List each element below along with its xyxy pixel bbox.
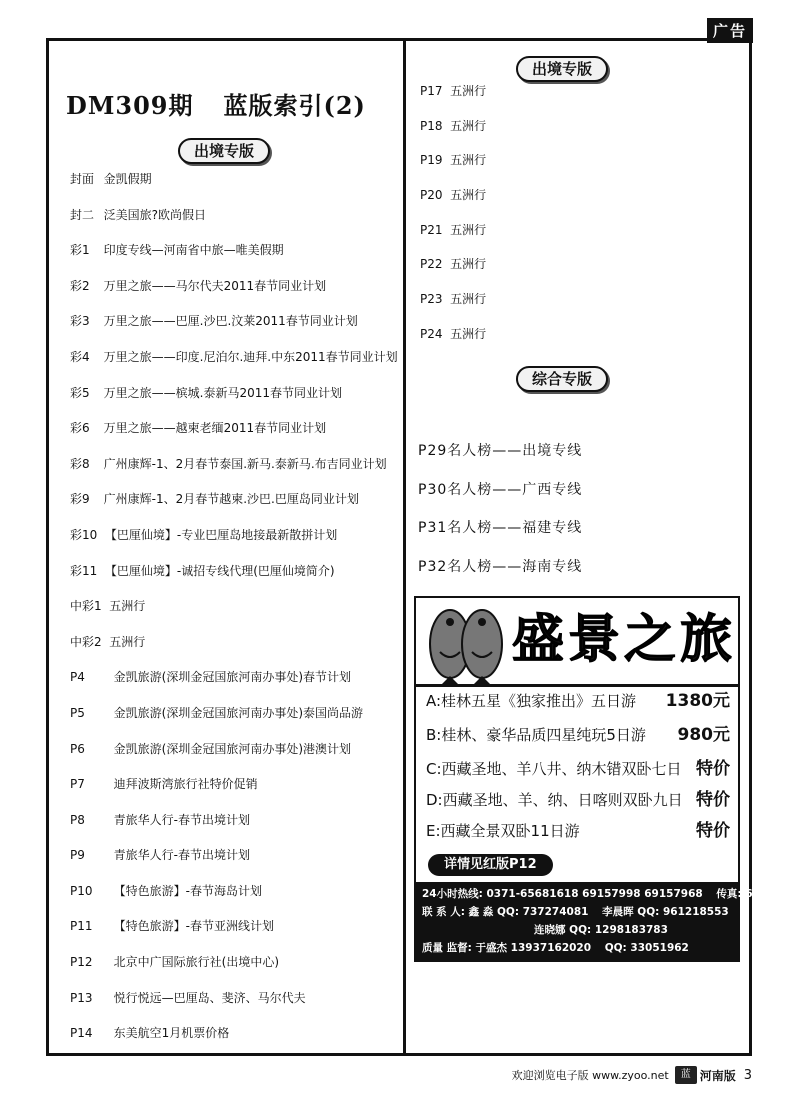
entry-code: 彩4 — [70, 349, 90, 364]
entry-code: P10 — [70, 883, 93, 898]
index-entry — [70, 633, 400, 669]
entry-code: 中彩1 — [70, 599, 102, 614]
index-entry — [70, 384, 400, 420]
entry-text: 【特色旅游】-春节海岛计划 — [113, 883, 262, 898]
entry-text: 悦行悦远—巴厘岛、斐济、马尔代夫 — [113, 990, 306, 1005]
index-entry — [70, 917, 400, 953]
index-entry — [70, 490, 400, 526]
index-entry — [70, 277, 400, 313]
contact-person-3: 连晓娜 QQ: 1298183783 — [534, 924, 668, 936]
contact-person-1: 联 系 人: 鑫 淼 QQ: 737274081 李晨晖 QQ: 961218553 — [422, 906, 729, 918]
index-entry — [70, 953, 400, 989]
entry-code: P20 — [420, 188, 443, 203]
footer-welcome: 欢迎浏览电子版 www.zyoo.net — [511, 1069, 669, 1082]
index-entry — [70, 455, 400, 491]
index-entry: P32名人榜——海南专线 — [418, 558, 583, 575]
index-entry — [420, 186, 720, 221]
entry-code: P5 — [70, 705, 85, 720]
entry-text: 五洲行 — [109, 599, 146, 614]
entry-code: 彩1 — [70, 243, 90, 258]
entry-text: 【特色旅游】-春节亚洲线计划 — [113, 919, 274, 934]
page-title — [66, 86, 366, 121]
index-entry — [70, 989, 400, 1025]
index-entry: P29名人榜——出境专线 — [418, 443, 583, 459]
entry-code: P11 — [70, 919, 93, 934]
entry-text: 广州康辉-1、2月春节越柬.沙巴.巴厘岛同业计划 — [103, 492, 359, 507]
index-entry — [70, 882, 400, 918]
entry-code: 封面 — [70, 172, 95, 186]
index-entry — [70, 704, 400, 740]
index-entry — [70, 668, 400, 704]
ad-item: B:桂林、豪华品质四星纯玩5日游 980元 — [426, 725, 730, 745]
section-label-outbound-left: 出境专版 — [178, 138, 270, 164]
entry-text: 北京中广国际旅行社(出境中心) — [113, 955, 280, 970]
index-entry — [420, 82, 720, 117]
right-index-list — [420, 82, 720, 360]
entry-code: P6 — [70, 741, 85, 756]
entry-text: 广州康辉-1、2月春节泰国.新马.泰新马.布吉同业计划 — [103, 456, 387, 471]
entry-code: P14 — [70, 1026, 93, 1041]
entry-code: P21 — [420, 222, 443, 237]
section-label-outbound-right: 出境专版 — [516, 56, 608, 82]
entry-text: 金凯假期 — [103, 172, 152, 186]
entry-text: 五洲行 — [450, 84, 487, 98]
ad-item: E:西藏全景双卧11日游 特价 — [426, 821, 730, 841]
general-index-list — [418, 440, 738, 594]
index-entry — [70, 597, 400, 633]
index-entry — [70, 740, 400, 776]
entry-code: 彩2 — [70, 278, 90, 293]
entry-text: 泛美国旅?欧尚假日 — [103, 207, 207, 222]
ad-contact-block — [416, 882, 804, 960]
entry-text: 五洲行 — [450, 188, 487, 203]
entry-text: 金凯旅游(深圳金冠国旅河南办事处)港澳计划 — [113, 741, 352, 756]
entry-text: 东美航空1月机票价格 — [113, 1026, 230, 1041]
entry-code: P8 — [70, 812, 85, 827]
index-entry — [70, 846, 400, 882]
section-label-general: 综合专版 — [516, 366, 608, 392]
entry-code: 彩10 — [70, 527, 98, 542]
entry-text: 万里之旅——巴厘.沙巴.汶莱2011春节同业计划 — [103, 314, 358, 329]
index-entry — [70, 562, 400, 598]
ad-detail-note: 详情见红版P12 — [428, 854, 553, 876]
entry-code: 中彩2 — [70, 634, 102, 649]
entry-code: 彩6 — [70, 421, 90, 436]
entry-code: P23 — [420, 292, 443, 307]
index-entry — [70, 526, 400, 562]
entry-code: 彩3 — [70, 314, 90, 329]
entry-code: P22 — [420, 257, 443, 272]
index-entry — [70, 312, 400, 348]
entry-text: 五洲行 — [450, 292, 487, 307]
index-entry — [70, 206, 400, 242]
ad-price: 1380元 — [665, 691, 730, 711]
ad-tag: 广告 — [707, 18, 753, 43]
index-entry — [70, 1024, 400, 1060]
index-entry — [420, 325, 720, 360]
index-entry — [70, 170, 400, 206]
entry-code: P7 — [70, 777, 85, 792]
ad-price: 980元 — [677, 725, 730, 745]
index-entry — [70, 348, 400, 384]
index-name: 蓝版索引(2) — [223, 91, 366, 120]
entry-text: 万里之旅——印度.尼泊尔.迪拜.中东2011春节同业计划 — [103, 349, 398, 364]
index-entry — [420, 255, 720, 290]
entry-code: P4 — [70, 670, 85, 685]
footer-edition: 河南版 — [699, 1068, 736, 1083]
entry-code: 封二 — [70, 207, 95, 222]
index-entry: P31名人榜——福建专线 — [418, 520, 583, 536]
index-entry — [420, 221, 720, 256]
entry-code: P19 — [420, 153, 443, 168]
ad-price: 特价 — [696, 790, 730, 810]
entry-code: P13 — [70, 990, 93, 1005]
left-index-list — [70, 170, 400, 1060]
entry-text: 五洲行 — [450, 222, 487, 237]
entry-text: 五洲行 — [450, 118, 487, 133]
edition-seal-icon: 蓝 — [675, 1066, 697, 1084]
index-entry — [420, 290, 720, 325]
ad-separator — [416, 684, 738, 687]
index-entry — [70, 775, 400, 811]
entry-code: P9 — [70, 848, 85, 863]
contact-quality: 质量 监督: 于盛杰 13937162020 QQ: 33051962 — [422, 942, 689, 954]
index-entry — [70, 419, 400, 455]
page-number: 3 — [743, 1067, 752, 1083]
entry-text: 万里之旅——马尔代夫2011春节同业计划 — [103, 278, 327, 293]
entry-text: 印度专线—河南省中旅—唯美假期 — [103, 243, 284, 258]
index-entry: P30名人榜——广西专线 — [418, 481, 583, 498]
entry-text: 【巴厘仙境】-专业巴厘岛地接最新散拼计划 — [104, 527, 338, 542]
entry-text: 五洲行 — [450, 326, 487, 341]
entry-text: 青旅华人行-春节出境计划 — [113, 812, 250, 827]
ad-item: D:西藏圣地、羊、纳、日喀则双卧九日 特价 — [426, 790, 730, 810]
entry-code: P12 — [70, 955, 93, 970]
ad-item: C:西藏圣地、羊八井、纳木错双卧七日 特价 — [426, 759, 730, 779]
issue-number: DM309期 — [66, 91, 194, 120]
ad-price: 特价 — [696, 821, 730, 841]
entry-text: 五洲行 — [109, 634, 146, 649]
ad-item: A:桂林五星《独家推出》五日游 1380元 — [426, 691, 730, 711]
contact-hotline: 24小时热线: 0371-65681618 69157998 69157968 传真: 69157966 — [422, 888, 804, 900]
entry-code: P18 — [420, 118, 443, 133]
index-entry — [70, 241, 400, 277]
entry-text: 迪拜波斯湾旅行社特价促销 — [113, 777, 258, 792]
entry-text: 【巴厘仙境】-诚招专线代理(巴厘仙境简介) — [104, 563, 335, 578]
entry-code: P24 — [420, 326, 443, 341]
index-entry — [420, 117, 720, 152]
entry-text: 万里之旅——越柬老缅2011春节同业计划 — [103, 421, 327, 436]
entry-text: 五洲行 — [450, 153, 487, 168]
fish-logo-icon — [420, 602, 512, 686]
entry-text: 青旅华人行-春节出境计划 — [113, 848, 250, 863]
entry-code: 彩8 — [70, 456, 90, 471]
entry-text: 金凯旅游(深圳金冠国旅河南办事处)春节计划 — [113, 670, 352, 685]
ad-brand-name: 盛景之旅 — [512, 610, 737, 670]
entry-code: 彩5 — [70, 385, 90, 400]
entry-text: 五洲行 — [450, 257, 487, 272]
entry-text: 万里之旅——槟城.泰新马2011春节同业计划 — [103, 385, 342, 400]
advertisement-box — [414, 596, 804, 962]
entry-code: P17 — [420, 84, 443, 98]
page-footer — [512, 1066, 752, 1084]
index-entry — [70, 811, 400, 847]
column-divider — [403, 38, 406, 1056]
index-entry — [420, 151, 720, 186]
entry-text: 金凯旅游(深圳金冠国旅河南办事处)泰国尚品游 — [113, 705, 364, 720]
entry-code: 彩9 — [70, 492, 90, 507]
entry-code: 彩11 — [70, 563, 98, 578]
ad-price: 特价 — [696, 759, 730, 779]
